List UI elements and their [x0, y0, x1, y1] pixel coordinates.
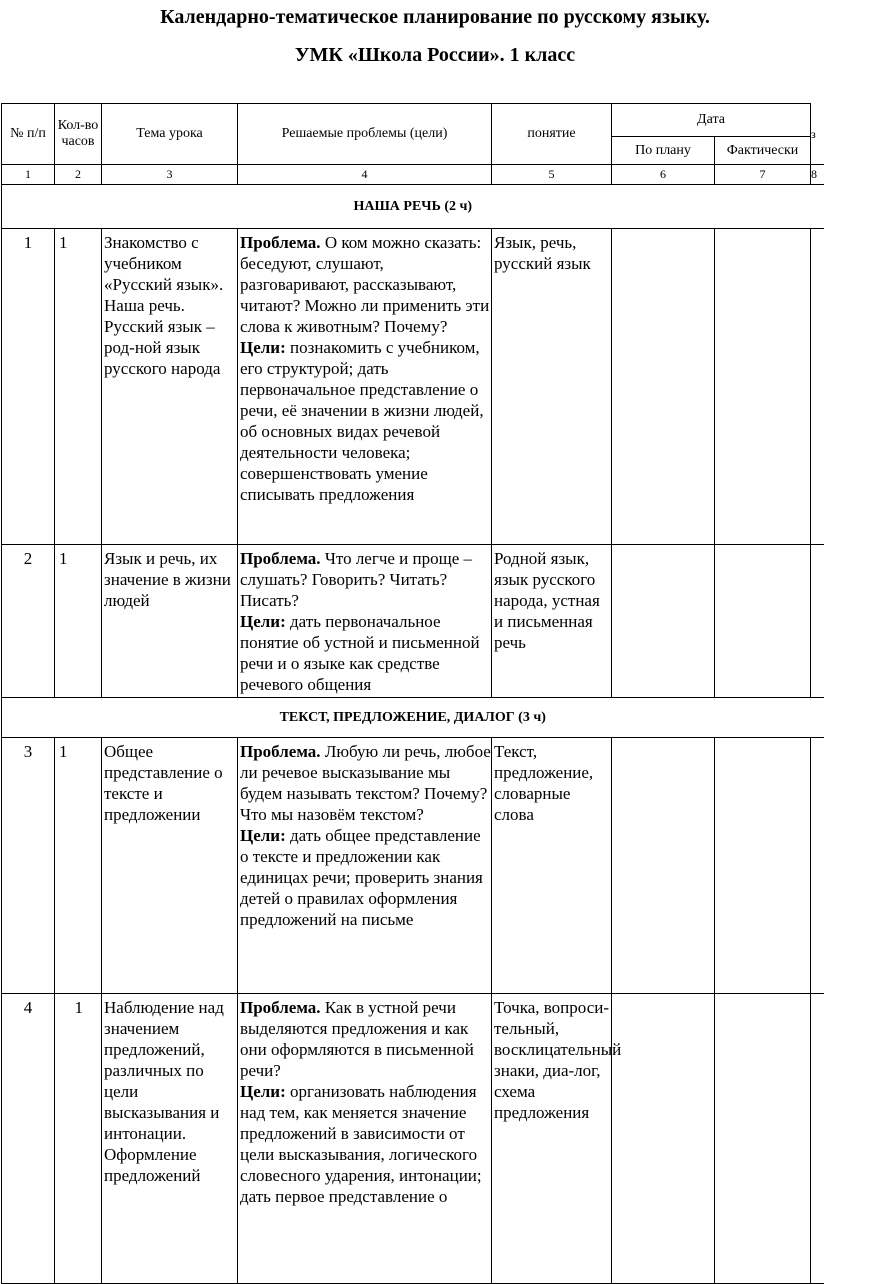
- row-extra: [811, 229, 824, 545]
- header-date-plan: По плану: [612, 137, 715, 165]
- problem-label: Проблема.: [240, 998, 321, 1017]
- header-date-fact: Фактически: [715, 137, 811, 165]
- row-hours: 1: [55, 994, 102, 1284]
- table-row: [2, 738, 824, 994]
- table-row: [2, 229, 824, 545]
- problem-text: Как в устной речи выделяются предложения и как они оформляются в письменной речи?: [240, 998, 474, 1080]
- page-subtitle: УМК «Школа России». 1 класс: [294, 44, 576, 66]
- header-hours: Кол-во часов: [55, 104, 102, 165]
- col-number: 3: [102, 165, 238, 185]
- row-topic: Наблюдение над значением предложений, различных по цели высказывания и интонации. Оформление предложений: [102, 994, 238, 1284]
- col-number: 4: [238, 165, 492, 185]
- section-title: ТЕКСТ, ПРЕДЛОЖЕНИЕ, ДИАЛОГ (3 ч): [2, 698, 824, 738]
- row-goals: [238, 229, 492, 545]
- goals-text: дать первоначальное понятие об устной и письменной речи и о языке как средстве речевого общения: [240, 612, 480, 694]
- page-title: Календарно-тематическое планирование по русскому языку.: [160, 6, 710, 28]
- row-extra: [811, 738, 824, 994]
- goals-text: организовать наблюдения над тем, как меняется значение предложений в зависимости от цели высказывания, логического словесного ударения, интонации; дать первое представление о: [240, 1082, 482, 1206]
- planning-table: [1, 103, 824, 1284]
- row-hours: 1: [55, 738, 102, 994]
- col-number: 1: [2, 165, 55, 185]
- row-hours: 1: [55, 545, 102, 698]
- goals-label: Цели:: [240, 1082, 286, 1101]
- goals-label: Цели:: [240, 338, 286, 357]
- row-date-plan: [612, 738, 715, 994]
- goals-text: дать общее представление о тексте и предложении как единицах речи; проверить знания детей о правилах оформления предложений на письме: [240, 826, 483, 929]
- problem-label: Проблема.: [240, 742, 321, 761]
- header-row-top: [2, 104, 824, 137]
- goals-label: Цели:: [240, 612, 286, 631]
- row-extra: [811, 994, 824, 1284]
- col-number: 7: [715, 165, 811, 185]
- problem-text: Любую ли речь, любое ли речевое высказывание мы будем называть текстом? Почему? Что мы назовём текстом?: [240, 742, 491, 824]
- row-concept: Текст, предложение, словарные слова: [492, 738, 612, 994]
- header-extra: з: [811, 104, 824, 165]
- row-number: 3: [2, 738, 55, 994]
- row-date-plan: [612, 994, 715, 1284]
- table-row: [2, 994, 824, 1284]
- col-number: 6: [612, 165, 715, 185]
- row-hours: 1: [55, 229, 102, 545]
- row-goals: [238, 738, 492, 994]
- column-numbers-row: [2, 165, 824, 185]
- row-date-plan: [612, 229, 715, 545]
- table-row: [2, 545, 824, 698]
- header-topic: Тема урока: [102, 104, 238, 165]
- row-topic: Знакомство с учебником «Русский язык». Наша речь. Русский язык – род-ной язык русского народа: [102, 229, 238, 545]
- problem-text: Что легче и проще – слушать? Говорить? Читать? Писать?: [240, 549, 472, 610]
- row-number: 1: [2, 229, 55, 545]
- row-date-fact: [715, 545, 811, 698]
- row-goals: [238, 994, 492, 1284]
- row-date-plan: [612, 545, 715, 698]
- header-goals: Решаемые проблемы (цели): [238, 104, 492, 165]
- goals-text: познакомить с учебником, его структурой; дать первоначальное представление о речи, её значении в жизни людей, об основных видах речевой деятельности человека; совершенствовать умение списывать предложения: [240, 338, 484, 504]
- row-concept: Язык, речь, русский язык: [492, 229, 612, 545]
- header-date: Дата: [612, 104, 811, 137]
- col-number: 8: [811, 165, 824, 185]
- header-num: № п/п: [2, 104, 55, 165]
- row-concept: Точка, вопроси-тельный, восклицательный знаки, диа-лог, схема предложения: [492, 994, 612, 1284]
- row-date-fact: [715, 738, 811, 994]
- row-extra: [811, 545, 824, 698]
- section-title: НАША РЕЧЬ (2 ч): [2, 185, 824, 229]
- row-goals: [238, 545, 492, 698]
- row-date-fact: [715, 994, 811, 1284]
- problem-label: Проблема.: [240, 549, 321, 568]
- problem-text: О ком можно сказать: беседуют, слушают, разговаривают, рассказывают, читают? Можно ли применить эти слова к животным? Почему?: [240, 233, 490, 336]
- col-number: 5: [492, 165, 612, 185]
- row-number: 4: [2, 994, 55, 1284]
- section-row: [2, 185, 824, 229]
- section-row: [2, 698, 824, 738]
- goals-label: Цели:: [240, 826, 286, 845]
- row-date-fact: [715, 229, 811, 545]
- row-concept: Родной язык, язык русского народа, устная и письменная речь: [492, 545, 612, 698]
- row-number: 2: [2, 545, 55, 698]
- col-number: 2: [55, 165, 102, 185]
- problem-label: Проблема.: [240, 233, 321, 252]
- row-topic: Язык и речь, их значение в жизни людей: [102, 545, 238, 698]
- row-topic: Общее представление о тексте и предложении: [102, 738, 238, 994]
- header-concept: понятие: [492, 104, 612, 165]
